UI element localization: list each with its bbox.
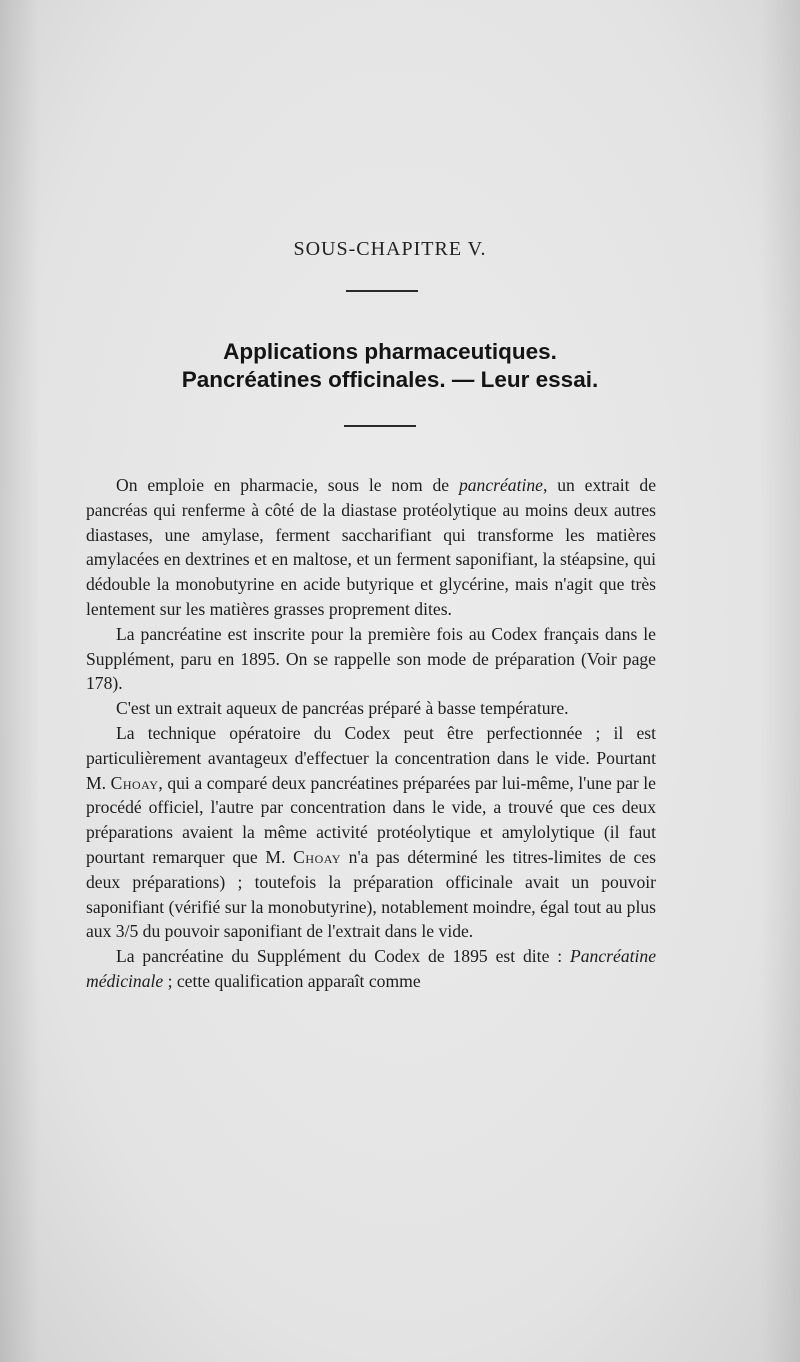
paragraph-5	[86, 944, 656, 994]
term-pancreatine: pancréatine	[458, 475, 543, 495]
page-edge-shadow-right	[760, 0, 800, 1362]
section-title-line-2: Pancréatines officinales. — Leur essai.	[181, 367, 599, 392]
section-title-line-1: Applications pharmaceutiques.	[223, 339, 557, 364]
paragraph-5-text-b: ; cette qualification apparaît comme	[163, 970, 421, 991]
paragraph-4-text-c: n'a pas déterminé les titres-limites de ces deux préparations) ; toutefois la préparation officinale avait un pouvoir saponifiant (vérifié sur la monobutyrine), notablement moindre, égal tout au plus aux 3/5 du pouvoir saponifiant de l'extrait dans le vide.	[86, 846, 657, 942]
paragraph-4-text-b: , qui a comparé deux pancréatines préparées par lui-même, l'une par le procédé officiel, l'autre par concentration dans le vide, a trouvé que ces deux préparations avaient la même activité protéolytique et amylolytique (il faut pourtant remarquer que M.	[86, 772, 656, 867]
divider-rule-top	[346, 290, 418, 292]
paragraph-3: C'est un extrait aqueux de pancréas préparé à basse température.	[116, 698, 569, 719]
paragraph-4	[86, 721, 656, 944]
paragraph-2: La pancréatine est inscrite pour la première fois au Codex français dans le Supplément, paru en 1895. On se rappelle son mode de préparation (Voir page 178).	[86, 623, 656, 694]
paragraph-4-text-a: La technique opératoire du Codex peut être perfectionnée ; il est particulièrement avantageux d'effectuer la concentration dans le vide. Pourtant M.	[86, 722, 656, 793]
divider-rule-bottom	[344, 425, 416, 427]
body-text	[86, 473, 656, 994]
term-pancreatine-medicinale: Pancréatine médicinale	[86, 946, 656, 991]
author-name: Choay	[293, 846, 341, 867]
paragraph-1	[86, 473, 656, 622]
paragraph-1-text-b: , un extrait de pancréas qui renferme à côté de la diastase protéolytique au moins deux autres diastases, une amylase, ferment saccharifiant qui transforme les matières amylacées en dextrines et en maltose, et un ferment saponifiant, la stéapsine, qui dédouble la monobutyrine en acide butyrique et glycérine, mais n'agit que très lentement sur les matières grasses proprement dites.	[86, 475, 657, 619]
paragraph-1-text-a: On emploie en pharmacie, sous le nom de	[116, 475, 459, 495]
chapter-label: SOUS-CHAPITRE V.	[293, 238, 487, 260]
page-edge-shadow-left	[0, 0, 40, 1362]
paragraph-5-text-a: La pancréatine du Supplément du Codex de 1895 est dite :	[116, 946, 571, 967]
author-name: Choay	[110, 772, 159, 793]
